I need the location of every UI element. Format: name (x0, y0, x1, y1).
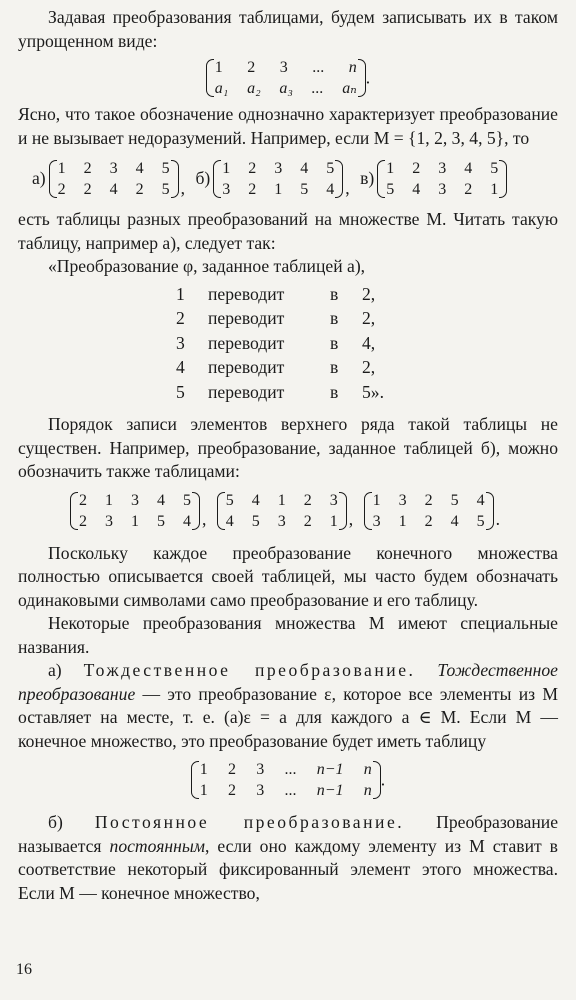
term-definition: постоянным (109, 835, 205, 856)
paragraph-special: Некоторые преобразования множества M имеют специальные названия. (18, 613, 558, 657)
book-page (18, 6, 558, 905)
separator: , (180, 177, 186, 198)
separator: , (345, 177, 350, 198)
paragraph-reading: есть таблицы разных преобразований на множестве M. Читать такую таблицу, например а), следует так: (18, 209, 558, 253)
cell: a₃ (279, 80, 293, 97)
section-title: Постоянное преобразование. (94, 812, 405, 832)
cell: a₁ (214, 80, 229, 97)
identity-table: 1 2 3 ... n−1 n 1 2 3 ... n−1 n (191, 759, 381, 801)
table-a: 1 2 3 4 5 2 2 4 2 5 (49, 158, 179, 200)
quote-intro: «Преобразование φ, заданное таблицей а), (48, 256, 366, 276)
transition-row: 5 переводит в 5». (176, 381, 384, 402)
section-constant (18, 811, 558, 905)
transition-row: 4 переводит в 2, (176, 357, 376, 377)
transition-row: 3 переводит в 4, (176, 332, 376, 353)
section-title: Тождественное преобразование. (83, 660, 416, 680)
term-definition: Тождественное преобразование (18, 660, 558, 704)
transition-row: 1 переводит в 2, (176, 283, 376, 304)
paragraph-intro: Задавая преобразования таблицами, будем записывать их в таком упрощенном виде: (18, 7, 558, 51)
cell: 2 (247, 59, 256, 76)
page-number: 16 (16, 961, 32, 978)
example-label-c: в) (360, 168, 375, 189)
example-label-b: б) (195, 168, 211, 189)
example-label-a: а) (32, 168, 46, 189)
general-table-bottom-row (215, 78, 357, 99)
cell: ... (312, 59, 325, 76)
transition-row: 2 переводит в 2, (176, 308, 376, 328)
paragraph-order: Порядок записи элементов верхнего ряда такой таблицы не существен. Например, преобразование, заданное таблицей б), можно обозначить также таблицами: (18, 414, 558, 481)
table-b: 1 2 3 4 5 3 2 1 5 4 (213, 158, 343, 200)
cell: 1 (214, 59, 223, 76)
alt-table-1: 2 1 3 4 5 2 3 1 5 4 (70, 490, 200, 532)
section-identity (18, 659, 558, 753)
section-text: , если оно каждому элементу из M ставит в соответствие некоторый фиксированный элемент этого множества. Если M — конечное множество, (18, 835, 558, 903)
cell: 3 (279, 59, 288, 76)
general-table-top-row (215, 57, 357, 78)
section-text: — это преобразование ε, которое все элементы из M оставляет на месте, т. е. (a)ε = a для каждого a ∈ M. Если M — конечное множество, это преобразование будет иметь таблицу (18, 683, 558, 751)
alt-table-2: 5 4 1 2 3 4 5 3 2 1 (217, 490, 347, 532)
general-table-block: 1 2 3 ... n a₁ a₂ a₃ ... aₙ . (18, 57, 558, 99)
section-label: а) (48, 660, 62, 680)
cell: ... (311, 80, 324, 97)
cell: aₙ (342, 80, 357, 97)
alt-tables-row: 2 1 3 4 5 2 3 1 5 4 , 5 4 1 2 3 4 5 3 2 1 , 1 3 2 5 4 3 1 2 4 5 . (18, 490, 558, 532)
identity-table-block: 1 2 3 ... n−1 n 1 2 3 ... n−1 n . (18, 759, 558, 801)
cell: a₂ (247, 80, 261, 97)
examples-row (32, 158, 558, 200)
alt-table-3: 1 3 2 5 4 3 1 2 4 5 (364, 490, 494, 532)
transitions-table (176, 283, 384, 406)
section-text: Преобразование называется (18, 812, 558, 856)
table-c: 1 2 3 4 5 5 4 3 2 1 (377, 158, 507, 200)
general-table (206, 57, 366, 99)
paragraph-notation: Ясно, что такое обозначение однозначно характеризует преобразование и не вызывает недоразумений. Например, если M = {1, 2, 3, 4, 5}, то (18, 104, 558, 148)
paragraph-finite: Поскольку каждое преобразование конечного множества полностью описывается своей таблицей, мы часто будем обозначать одинаковыми символами само преобразование и его таблицу. (18, 542, 558, 610)
cell: n (348, 59, 357, 76)
section-label: б) (48, 812, 63, 832)
